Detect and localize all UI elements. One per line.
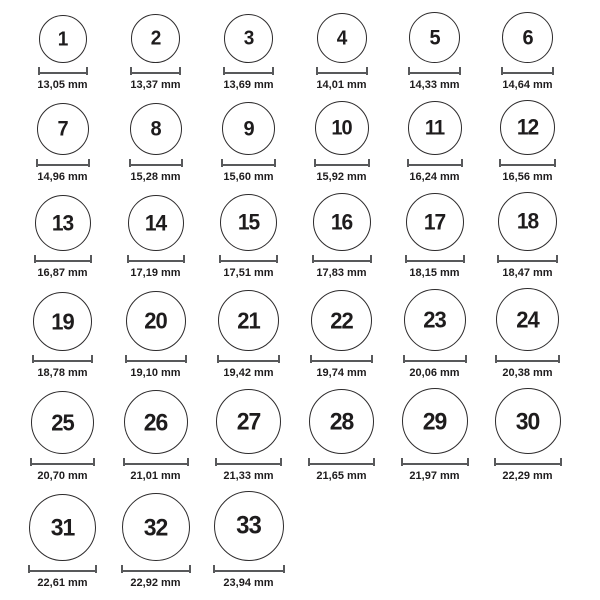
ring-circle	[124, 390, 188, 454]
diameter-label: 13,05 mm	[37, 79, 88, 91]
ring-size-number: 23	[423, 306, 446, 333]
ring-size-number: 5	[429, 25, 440, 50]
diameter-bracket	[407, 159, 463, 167]
diameter-bracket	[408, 67, 461, 75]
diameter-bracket	[34, 255, 92, 263]
bracket-right-tick-icon	[181, 159, 183, 167]
diameter-label: 21,01 mm	[130, 470, 181, 482]
bracket-right-tick-icon	[459, 67, 461, 75]
bracket-line	[36, 164, 90, 166]
bracket-line	[310, 360, 373, 362]
ring-size-item	[202, 194, 295, 280]
ring-size-item	[202, 102, 295, 184]
bracket-right-tick-icon	[371, 355, 373, 363]
ring-size-number: 25	[51, 408, 74, 436]
ring-size-number: 13	[51, 210, 74, 236]
bracket-line	[217, 360, 280, 362]
ring-size-item	[109, 14, 202, 92]
ring-circle	[402, 388, 468, 454]
diameter-label: 15,92 mm	[316, 171, 367, 183]
diameter-bracket	[308, 458, 375, 466]
diameter-bracket	[312, 255, 372, 263]
ring-size-number: 31	[50, 513, 75, 541]
diameter-bracket	[223, 67, 274, 75]
ring-size-number: 21	[237, 306, 260, 334]
ring-size-number: 4	[336, 26, 347, 50]
diameter-label: 13,69 mm	[223, 79, 274, 91]
bracket-line	[28, 570, 97, 572]
ring-size-item	[481, 388, 574, 483]
diameter-bracket	[316, 67, 368, 75]
bracket-right-tick-icon	[274, 159, 276, 167]
diameter-bracket	[501, 67, 554, 75]
diameter-label: 14,01 mm	[316, 79, 367, 91]
diameter-label: 16,87 mm	[37, 267, 88, 279]
bracket-line	[32, 360, 93, 362]
ring-circle	[218, 290, 279, 351]
bracket-line	[403, 360, 467, 362]
ring-size-item	[388, 12, 481, 92]
ring-circle	[126, 291, 186, 351]
bracket-right-tick-icon	[558, 355, 560, 363]
ring-size-number: 16	[330, 209, 353, 235]
diameter-bracket	[499, 159, 556, 167]
bracket-line	[129, 164, 183, 166]
bracket-line	[495, 360, 560, 362]
ring-circle	[222, 102, 275, 155]
bracket-right-tick-icon	[552, 67, 554, 75]
diameter-label: 20,38 mm	[502, 367, 553, 379]
diameter-label: 22,61 mm	[37, 577, 88, 589]
bracket-right-tick-icon	[465, 355, 467, 363]
ring-circle	[495, 388, 561, 454]
diameter-label: 15,28 mm	[130, 171, 181, 183]
ring-size-item	[109, 291, 202, 380]
diameter-label: 18,78 mm	[37, 367, 88, 379]
diameter-label: 17,83 mm	[316, 267, 367, 279]
bracket-right-tick-icon	[370, 255, 372, 263]
ring-size-item	[202, 290, 295, 380]
diameter-bracket	[494, 458, 562, 466]
ring-circle	[216, 389, 281, 454]
diameter-bracket	[310, 355, 373, 363]
ring-size-number: 22	[330, 306, 353, 334]
ring-size-number: 32	[143, 512, 168, 541]
ring-size-number: 3	[243, 27, 254, 50]
diameter-label: 19,74 mm	[316, 367, 367, 379]
ring-circle	[31, 391, 94, 454]
ring-size-number: 11	[424, 116, 445, 140]
ring-circle	[128, 195, 184, 251]
bracket-line	[123, 463, 189, 465]
diameter-bracket	[121, 565, 191, 573]
diameter-bracket	[32, 355, 93, 363]
diameter-label: 20,70 mm	[37, 470, 88, 482]
diameter-bracket	[215, 458, 282, 466]
bracket-line	[38, 72, 88, 74]
ring-circle	[122, 493, 190, 561]
bracket-line	[314, 164, 370, 166]
diameter-label: 22,92 mm	[130, 577, 181, 589]
ring-circle	[130, 103, 182, 155]
diameter-label: 14,64 mm	[502, 79, 553, 91]
bracket-right-tick-icon	[368, 159, 370, 167]
bracket-line	[494, 463, 562, 465]
ring-circle	[317, 13, 367, 63]
diameter-label: 17,51 mm	[223, 267, 274, 279]
bracket-right-tick-icon	[95, 565, 97, 573]
bracket-right-tick-icon	[373, 458, 375, 466]
ring-size-item	[388, 101, 481, 184]
ring-size-item	[202, 14, 295, 92]
ring-size-item	[16, 494, 109, 590]
bracket-right-tick-icon	[272, 67, 274, 75]
ring-size-item	[388, 388, 481, 483]
ring-size-item	[109, 103, 202, 184]
bracket-line	[221, 164, 276, 166]
diameter-bracket	[401, 458, 469, 466]
ring-circle	[408, 101, 462, 155]
bracket-right-tick-icon	[560, 458, 562, 466]
bracket-right-tick-icon	[366, 67, 368, 75]
ring-size-item	[109, 195, 202, 280]
diameter-label: 14,33 mm	[409, 79, 460, 91]
bracket-right-tick-icon	[278, 355, 280, 363]
ring-size-number: 26	[143, 407, 168, 436]
diameter-label: 15,60 mm	[223, 171, 274, 183]
diameter-bracket	[314, 159, 370, 167]
ring-circle	[502, 12, 553, 63]
bracket-line	[125, 360, 187, 362]
ring-circle	[409, 12, 460, 63]
diameter-label: 16,56 mm	[502, 171, 553, 183]
ring-size-item	[16, 391, 109, 483]
ring-size-item	[481, 12, 574, 92]
bracket-line	[223, 72, 274, 74]
bracket-line	[408, 72, 461, 74]
diameter-bracket	[30, 458, 95, 466]
ring-size-item	[481, 192, 574, 280]
diameter-label: 21,33 mm	[223, 470, 274, 482]
ring-circle	[315, 101, 369, 155]
ring-size-number: 14	[144, 210, 167, 236]
ring-circle	[131, 14, 180, 63]
ring-size-number: 19	[51, 307, 74, 335]
ring-circle	[39, 15, 87, 63]
ring-circle	[404, 289, 466, 351]
bracket-right-tick-icon	[283, 565, 285, 573]
bracket-line	[219, 260, 278, 262]
bracket-line	[121, 570, 191, 572]
ring-size-number: 9	[243, 116, 254, 141]
ring-circle	[313, 193, 371, 251]
ring-row	[16, 100, 600, 184]
ring-size-item	[109, 493, 202, 590]
ring-row	[16, 288, 600, 380]
bracket-line	[407, 164, 463, 166]
bracket-right-tick-icon	[93, 458, 95, 466]
bracket-line	[34, 260, 92, 262]
ring-size-item	[295, 13, 388, 92]
bracket-right-tick-icon	[183, 255, 185, 263]
diameter-bracket	[405, 255, 465, 263]
diameter-bracket	[497, 255, 558, 263]
ring-circle	[496, 288, 559, 351]
bracket-line	[316, 72, 368, 74]
bracket-line	[213, 570, 285, 572]
bracket-line	[401, 463, 469, 465]
ring-size-item	[202, 491, 295, 590]
ring-size-item	[16, 292, 109, 380]
ring-size-number: 27	[236, 407, 261, 435]
diameter-bracket	[38, 67, 88, 75]
diameter-label: 22,29 mm	[502, 470, 553, 482]
diameter-bracket	[403, 355, 467, 363]
diameter-label: 18,47 mm	[502, 267, 553, 279]
diameter-label: 21,65 mm	[316, 470, 367, 482]
ring-size-item	[295, 101, 388, 184]
bracket-right-tick-icon	[88, 159, 90, 167]
diameter-bracket	[36, 159, 90, 167]
ring-circle	[33, 292, 92, 351]
ring-circle	[311, 290, 372, 351]
bracket-right-tick-icon	[467, 458, 469, 466]
bracket-right-tick-icon	[554, 159, 556, 167]
diameter-label: 14,96 mm	[37, 171, 88, 183]
bracket-right-tick-icon	[280, 458, 282, 466]
ring-size-item	[295, 290, 388, 380]
ring-size-item	[16, 103, 109, 184]
bracket-right-tick-icon	[276, 255, 278, 263]
bracket-right-tick-icon	[91, 355, 93, 363]
bracket-right-tick-icon	[463, 255, 465, 263]
diameter-label: 20,06 mm	[409, 367, 460, 379]
diameter-bracket	[28, 565, 97, 573]
ring-size-number: 6	[522, 25, 533, 50]
ring-size-item	[388, 193, 481, 280]
bracket-line	[30, 463, 95, 465]
bracket-line	[308, 463, 375, 465]
ring-size-number: 15	[237, 210, 260, 235]
ring-circle	[500, 100, 555, 155]
ring-size-number: 2	[150, 27, 161, 50]
ring-circle	[214, 491, 284, 561]
ring-size-item	[295, 389, 388, 483]
ring-row	[16, 192, 600, 280]
ring-size-number: 17	[423, 209, 446, 235]
bracket-right-tick-icon	[187, 458, 189, 466]
ring-size-item	[109, 390, 202, 483]
bracket-right-tick-icon	[90, 255, 92, 263]
ring-size-number: 30	[515, 406, 540, 435]
bracket-right-tick-icon	[189, 565, 191, 573]
diameter-label: 19,10 mm	[130, 367, 181, 379]
ring-row	[16, 388, 600, 483]
diameter-bracket	[217, 355, 280, 363]
diameter-label: 17,19 mm	[130, 267, 181, 279]
bracket-right-tick-icon	[86, 67, 88, 75]
ring-size-number: 29	[422, 406, 447, 435]
bracket-line	[130, 72, 181, 74]
ring-size-number: 20	[144, 307, 167, 334]
ring-size-number: 24	[516, 305, 539, 333]
diameter-label: 13,37 mm	[130, 79, 181, 91]
ring-row	[16, 12, 600, 92]
ring-circle	[309, 389, 374, 454]
ring-size-item	[388, 289, 481, 380]
diameter-label: 23,94 mm	[223, 577, 274, 589]
diameter-label: 19,42 mm	[223, 367, 274, 379]
bracket-line	[215, 463, 282, 465]
diameter-bracket	[127, 255, 185, 263]
ring-size-item	[202, 389, 295, 483]
ring-circle	[406, 193, 464, 251]
bracket-line	[405, 260, 465, 262]
ring-circle	[220, 194, 277, 251]
bracket-right-tick-icon	[185, 355, 187, 363]
diameter-bracket	[130, 67, 181, 75]
bracket-line	[312, 260, 372, 262]
ring-size-number: 28	[329, 407, 354, 435]
bracket-right-tick-icon	[556, 255, 558, 263]
diameter-bracket	[123, 458, 189, 466]
bracket-right-tick-icon	[461, 159, 463, 167]
ring-size-number: 1	[57, 27, 68, 51]
bracket-line	[499, 164, 556, 166]
ring-circle	[35, 195, 91, 251]
diameter-label: 16,24 mm	[409, 171, 460, 183]
ring-size-number: 7	[57, 117, 68, 141]
ring-size-item	[481, 100, 574, 184]
ring-circle	[37, 103, 89, 155]
bracket-line	[501, 72, 554, 74]
ring-circle	[498, 192, 557, 251]
ring-size-number: 10	[331, 116, 352, 140]
ring-size-item	[16, 195, 109, 280]
diameter-bracket	[129, 159, 183, 167]
diameter-label: 18,15 mm	[409, 267, 460, 279]
bracket-right-tick-icon	[179, 67, 181, 75]
diameter-bracket	[125, 355, 187, 363]
ring-size-number: 8	[150, 117, 161, 141]
ring-size-number: 33	[236, 511, 261, 540]
ring-size-number: 12	[516, 115, 539, 140]
ring-size-item	[295, 193, 388, 280]
diameter-label: 21,97 mm	[409, 470, 460, 482]
diameter-bracket	[213, 565, 285, 573]
ring-size-item	[481, 288, 574, 380]
bracket-line	[127, 260, 185, 262]
diameter-bracket	[495, 355, 560, 363]
diameter-bracket	[221, 159, 276, 167]
diameter-bracket	[219, 255, 278, 263]
ring-size-item	[16, 15, 109, 92]
ring-row	[16, 491, 600, 590]
ring-size-number: 18	[516, 209, 539, 234]
ring-circle	[224, 14, 273, 63]
bracket-line	[497, 260, 558, 262]
ring-circle	[29, 494, 96, 561]
